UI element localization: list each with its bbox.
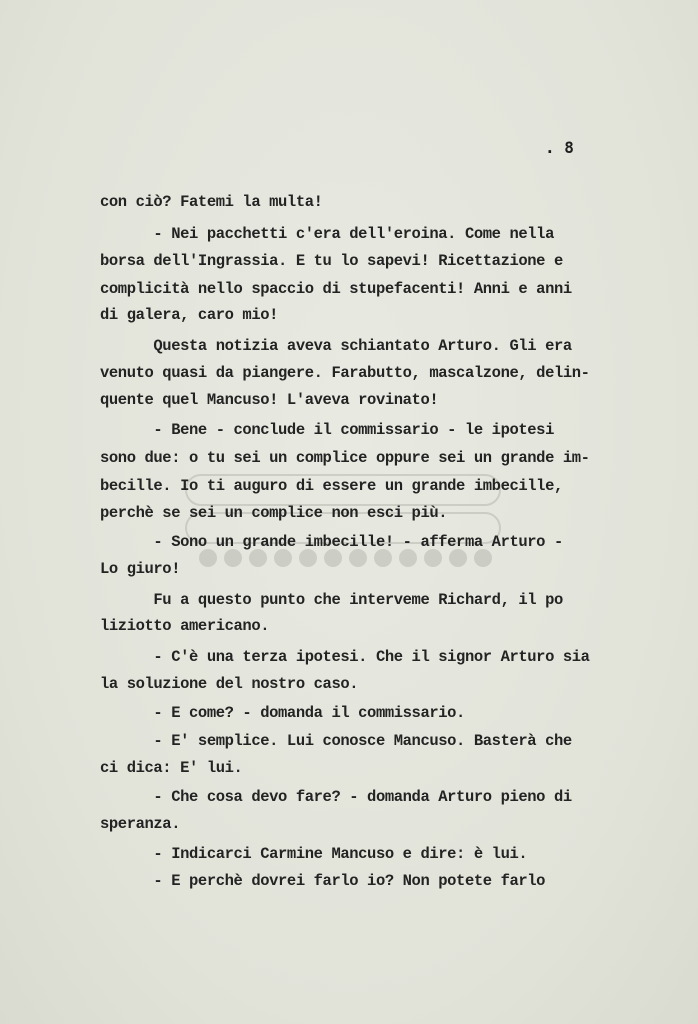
text-line: la soluzione del nostro caso. <box>100 675 359 693</box>
text-line: Questa notizia aveva schiantato Arturo. Gli era <box>100 337 572 355</box>
text-line: quente quel Mancuso! L'aveva rovinato! <box>100 391 439 409</box>
text-line: - E' semplice. Lui conosce Mancuso. Basterà che <box>100 732 572 750</box>
text-line: di galera, caro mio! <box>100 306 279 324</box>
text-line: borsa dell'Ingrassia. E tu lo sapevi! Ricettazione e <box>100 252 563 270</box>
text-line: complicità nello spaccio di stupefacenti! Anni e anni <box>100 280 572 298</box>
text-line: Fu a questo punto che interveme Richard, il po <box>100 591 563 609</box>
text-line: liziotto americano. <box>100 617 270 635</box>
text-line: - E perchè dovrei farlo io? Non potete farlo <box>100 872 546 890</box>
text-line: - Indicarci Carmine Mancuso e dire: è lui. <box>100 845 528 863</box>
watermark-logo <box>178 32 230 182</box>
text-line: - Nei pacchetti c'era dell'eroina. Come nella <box>100 225 554 243</box>
text-line: - Bene - conclude il commissario - le ipotesi <box>100 421 554 439</box>
text-line: speranza. <box>100 815 181 833</box>
text-line: - C'è una terza ipotesi. Che il signor Arturo sia <box>100 648 590 666</box>
text-line: - Sono un grande imbecille! - afferma Arturo - <box>100 533 563 551</box>
text-line: sono due: o tu sei un complice oppure sei un grande im- <box>100 449 590 467</box>
text-line: venuto quasi da piangere. Farabutto, mascalzone, delin- <box>100 364 590 382</box>
text-line: - Che cosa devo fare? - domanda Arturo pieno di <box>100 788 572 806</box>
text-line: becille. Io ti auguro di essere un grande imbecille, <box>100 477 563 495</box>
page-number: . 8 <box>545 138 574 157</box>
text-line: Lo giuro! <box>100 560 181 578</box>
text-line: - E come? - domanda il commissario. <box>100 704 465 722</box>
text-line: perchè se sei un complice non esci più. <box>100 504 448 522</box>
text-line: ci dica: E' lui. <box>100 759 243 777</box>
text-line: con ciò? Fatemi la multa! <box>100 193 323 211</box>
